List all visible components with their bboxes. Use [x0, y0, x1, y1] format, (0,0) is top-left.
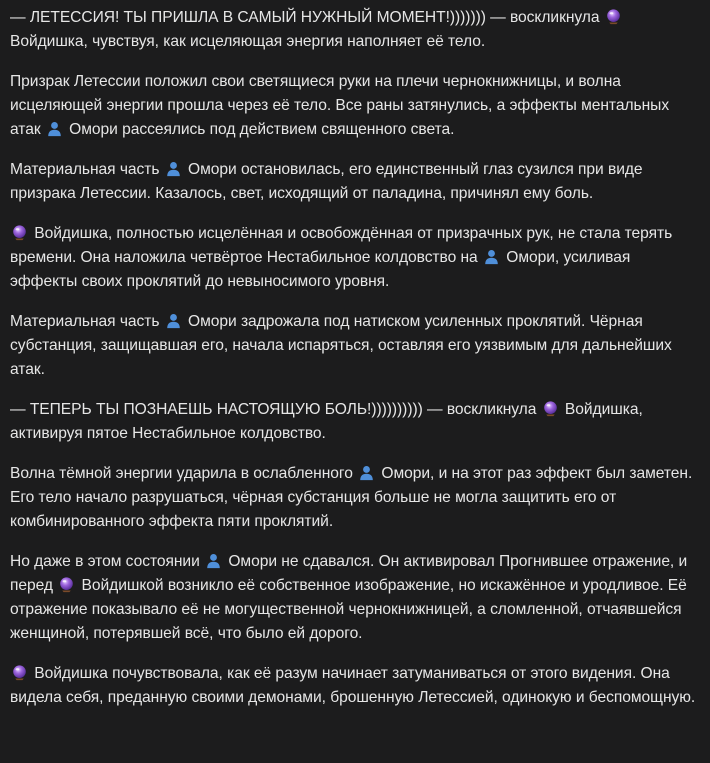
- user-silhouette-icon: [483, 248, 500, 265]
- user-silhouette-icon: [205, 552, 222, 569]
- message-paragraph: [10, 6, 700, 54]
- message-paragraph: [10, 158, 700, 206]
- paragraph-text: Призрак Летессии положил свои светящиеся руки на плечи чернокнижницы, и волна исцеляющей энергии прошла через её тело. Все раны затянулись, а эффекты ментальных атак: [10, 73, 670, 138]
- message-paragraph: [10, 662, 700, 710]
- message-paragraph: [10, 310, 700, 382]
- paragraph-text: Омори задрожала под натиском усиленных проклятий. Чёрная субстанция, защищавшая его, начала испаряться, оставляя его уязвимым для дальнейших атак.: [10, 313, 672, 378]
- message-paragraph: [10, 550, 700, 646]
- crystal-ball-icon: [11, 224, 28, 241]
- user-silhouette-icon: [165, 160, 182, 177]
- paragraph-text: Материальная часть: [10, 161, 164, 178]
- paragraph-text: Материальная часть: [10, 313, 164, 330]
- paragraph-text: Омори рассеялись под действием священного света.: [64, 121, 455, 138]
- paragraph-text: — ЛЕТЕССИЯ! ТЫ ПРИШЛА В САМЫЙ НУЖНЫЙ МОМЕНТ!))))))) — воскликнула: [10, 9, 604, 26]
- paragraph-text: Войдишка, чувствуя, как исцеляющая энергия наполняет её тело.: [10, 33, 486, 50]
- paragraph-text: Омори, усиливая эффекты своих проклятий до невыносимого уровня.: [10, 249, 631, 290]
- message-paragraph: [10, 398, 700, 446]
- paragraph-text: Но даже в этом состоянии: [10, 553, 205, 570]
- paragraph-text: Омори остановилась, его единственный глаз сузился при виде призрака Летессии. Казалось, свет, исходящий от паладина, причинял ему боль.: [10, 161, 643, 202]
- user-silhouette-icon: [358, 464, 375, 481]
- message-paragraph: [10, 70, 700, 142]
- message-paragraph: [10, 222, 700, 294]
- crystal-ball-icon: [542, 400, 559, 417]
- message-paragraph: [10, 462, 700, 534]
- paragraph-text: Войдишка, активируя пятое Нестабильное колдовство.: [10, 401, 643, 442]
- paragraph-text: Омори, и на этот раз эффект был заметен. Его тело начало разрушаться, чёрная субстанция больше не могла защитить его от комбинированного эффекта пяти проклятий.: [10, 465, 693, 530]
- paragraph-text: Войдишка, полностью исцелённая и освобождённая от призрачных рук, не стала терять времени. Она наложила четвёртое Нестабильное колдовство на: [10, 225, 673, 266]
- paragraph-text: Волна тёмной энергии ударила в ослабленного: [10, 465, 358, 482]
- paragraph-text: Войдишка почувствовала, как её разум начинает затуманиваться от этого видения. Она видела себя, преданную своими демонами, брошенную Летессией, одинокую и беспомощную.: [10, 665, 696, 706]
- paragraph-text: — ТЕПЕРЬ ТЫ ПОЗНАЕШЬ НАСТОЯЩУЮ БОЛЬ!)))))))))) — воскликнула: [10, 401, 541, 418]
- crystal-ball-icon: [11, 664, 28, 681]
- crystal-ball-icon: [605, 8, 622, 25]
- user-silhouette-icon: [46, 120, 63, 137]
- paragraph-text: Войдишкой возникло её собственное изображение, но искажённое и уродливое. Её отражение показывало её не могущественной чернокнижницей, а сломленной, отчаявшейся женщиной, потерявшей всё, что было ей дорого.: [10, 577, 687, 642]
- paragraph-text: Омори не сдавался. Он активировал Прогнившее отражение, и перед: [10, 553, 688, 594]
- crystal-ball-icon: [58, 576, 75, 593]
- user-silhouette-icon: [165, 312, 182, 329]
